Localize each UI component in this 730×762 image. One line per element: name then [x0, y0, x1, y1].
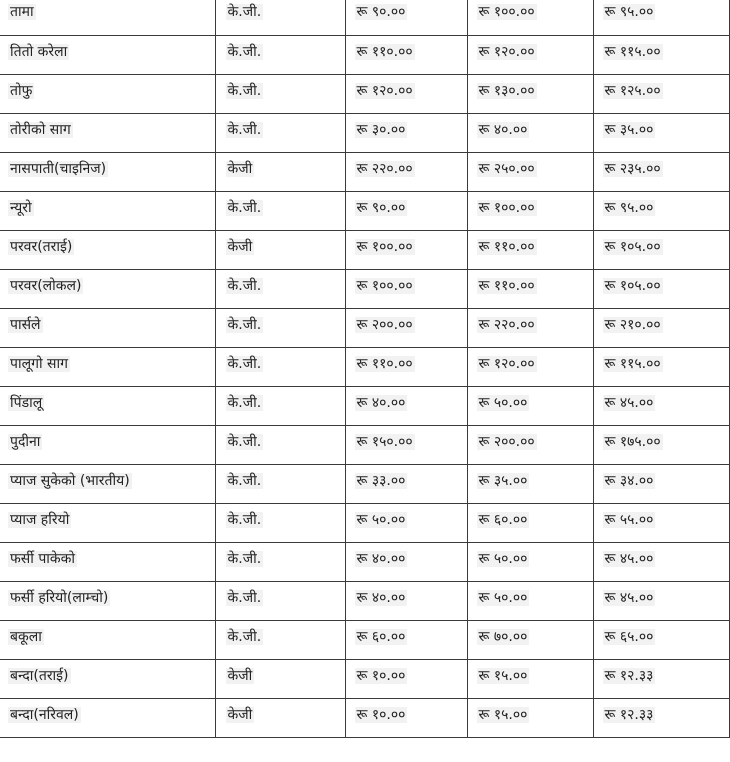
min-price-cell [345, 620, 467, 659]
unit-text: के.जी. [227, 550, 262, 567]
min-price-cell [345, 35, 467, 74]
commodity-name-text: पालूगो साग [10, 355, 68, 372]
commodity-name-cell [0, 347, 215, 386]
max-price-cell [467, 542, 593, 581]
table-row [0, 620, 729, 659]
max-price-text: रू ७०.०० [478, 628, 528, 645]
avg-price-cell [593, 386, 729, 425]
min-price-cell [345, 347, 467, 386]
avg-price-cell [593, 152, 729, 191]
min-price-cell [345, 308, 467, 347]
max-price-text: रू २२०.०० [478, 316, 535, 333]
max-price-cell [467, 230, 593, 269]
commodity-name-cell [0, 542, 215, 581]
table-row [0, 0, 729, 35]
min-price-cell [345, 269, 467, 308]
avg-price-cell [593, 308, 729, 347]
commodity-name-text: परवर(लोकल) [10, 277, 82, 294]
min-price-cell [345, 113, 467, 152]
max-price-cell [467, 386, 593, 425]
max-price-cell [467, 269, 593, 308]
commodity-name-cell [0, 0, 215, 35]
commodity-name-text: बन्दा(तराई) [10, 667, 69, 684]
max-price-text: रू ५०.०० [478, 550, 528, 567]
unit-cell [215, 308, 345, 347]
min-price-text: रू ३०.०० [356, 121, 406, 138]
avg-price-text: रू २३५.०० [604, 160, 661, 177]
commodity-name-cell [0, 503, 215, 542]
commodity-name-text: बन्दा(नरिवल) [10, 706, 79, 723]
avg-price-text: रू १०५.०० [604, 277, 661, 294]
min-price-text: रू ११०.०० [356, 355, 413, 372]
table-row [0, 347, 729, 386]
min-price-cell [345, 74, 467, 113]
avg-price-cell [593, 0, 729, 35]
commodity-name-cell [0, 152, 215, 191]
table-row [0, 230, 729, 269]
table-row [0, 425, 729, 464]
min-price-cell [345, 464, 467, 503]
avg-price-text: रू ४५.०० [604, 394, 654, 411]
unit-text: के.जी. [227, 589, 262, 606]
avg-price-text: रू १७५.०० [604, 433, 661, 450]
min-price-text: रू १०.०० [356, 706, 406, 723]
min-price-text: रू ६०.०० [356, 628, 406, 645]
unit-text: के.जी. [227, 121, 262, 138]
avg-price-text: रू ९५.०० [604, 199, 654, 216]
table-row [0, 464, 729, 503]
table-row [0, 113, 729, 152]
unit-cell [215, 659, 345, 698]
unit-cell [215, 113, 345, 152]
max-price-cell [467, 308, 593, 347]
max-price-cell [467, 113, 593, 152]
unit-cell [215, 269, 345, 308]
unit-cell [215, 503, 345, 542]
min-price-text: रू २२०.०० [356, 160, 413, 177]
min-price-cell [345, 386, 467, 425]
max-price-text: रू २००.०० [478, 433, 535, 450]
max-price-cell [467, 620, 593, 659]
max-price-cell [467, 581, 593, 620]
min-price-text: रू १२०.०० [356, 82, 413, 99]
unit-cell [215, 347, 345, 386]
commodity-name-cell [0, 74, 215, 113]
unit-text: के.जी. [227, 472, 262, 489]
avg-price-cell [593, 230, 729, 269]
unit-text: के.जी. [227, 4, 262, 20]
commodity-name-cell [0, 581, 215, 620]
table-row [0, 503, 729, 542]
unit-text: केजी [227, 706, 253, 723]
commodity-name-cell [0, 698, 215, 737]
commodity-name-text: परवर(तराई) [10, 238, 73, 255]
avg-price-cell [593, 113, 729, 152]
unit-cell [215, 464, 345, 503]
max-price-cell [467, 347, 593, 386]
commodity-name-cell [0, 464, 215, 503]
unit-text: के.जी. [227, 394, 262, 411]
commodity-name-text: फर्सी हरियो(लाम्चो) [10, 589, 109, 606]
avg-price-cell [593, 269, 729, 308]
min-price-text: रू १५०.०० [356, 433, 413, 450]
max-price-text: रू ११०.०० [478, 277, 535, 294]
max-price-text: रू १००.०० [478, 199, 535, 216]
table-row [0, 542, 729, 581]
table-row [0, 269, 729, 308]
max-price-text: रू ५०.०० [478, 394, 528, 411]
max-price-cell [467, 659, 593, 698]
max-price-text: रू २५०.०० [478, 160, 535, 177]
avg-price-text: रू १२.३३ [604, 667, 654, 684]
min-price-text: रू ५०.०० [356, 511, 406, 528]
commodity-name-cell [0, 113, 215, 152]
avg-price-cell [593, 542, 729, 581]
table-row [0, 35, 729, 74]
min-price-text: रू ४०.०० [356, 394, 406, 411]
avg-price-text: रू १०५.०० [604, 238, 661, 255]
commodity-name-cell [0, 230, 215, 269]
min-price-cell [345, 503, 467, 542]
max-price-text: रू ३५.०० [478, 472, 528, 489]
unit-cell [215, 542, 345, 581]
unit-text: के.जी. [227, 43, 262, 60]
unit-text: के.जी. [227, 199, 262, 216]
max-price-cell [467, 698, 593, 737]
unit-text: केजी [227, 667, 253, 684]
avg-price-cell [593, 191, 729, 230]
min-price-text: रू ११०.०० [356, 43, 413, 60]
table-row [0, 659, 729, 698]
min-price-cell [345, 0, 467, 35]
avg-price-cell [593, 464, 729, 503]
commodity-name-text: प्याज सुकेको (भारतीय) [10, 472, 130, 489]
max-price-text: रू ६०.०० [478, 511, 528, 528]
max-price-cell [467, 464, 593, 503]
commodity-name-text: पार्सले [10, 316, 41, 333]
max-price-cell [467, 152, 593, 191]
commodity-name-text: न्यूरो [10, 199, 32, 216]
unit-text: के.जी. [227, 433, 262, 450]
commodity-name-text: तामा [10, 4, 34, 20]
commodity-name-text: पिंडालू [10, 394, 43, 411]
max-price-cell [467, 0, 593, 35]
max-price-text: रू १२०.०० [478, 43, 535, 60]
min-price-text: रू ४०.०० [356, 589, 406, 606]
commodity-name-cell [0, 659, 215, 698]
max-price-cell [467, 35, 593, 74]
unit-cell [215, 74, 345, 113]
unit-cell [215, 0, 345, 35]
max-price-text: रू १२०.०० [478, 355, 535, 372]
min-price-text: रू १००.०० [356, 238, 413, 255]
unit-cell [215, 425, 345, 464]
avg-price-text: रू ४५.०० [604, 550, 654, 567]
max-price-cell [467, 191, 593, 230]
commodity-name-text: नासपाती(चाइनिज) [10, 160, 107, 177]
max-price-text: रू ४०.०० [478, 121, 528, 138]
avg-price-text: रू ५५.०० [604, 511, 654, 528]
avg-price-text: रू १२.३३ [604, 706, 654, 723]
unit-text: के.जी. [227, 82, 262, 99]
unit-cell [215, 386, 345, 425]
commodity-name-cell [0, 191, 215, 230]
min-price-cell [345, 698, 467, 737]
avg-price-text: रू ६५.०० [604, 628, 654, 645]
unit-text: केजी [227, 160, 253, 177]
max-price-text: रू ५०.०० [478, 589, 528, 606]
min-price-text: रू १००.०० [356, 277, 413, 294]
unit-cell [215, 230, 345, 269]
commodity-name-text: तितो करेला [10, 43, 68, 60]
commodity-name-text: फर्सी पाकेको [10, 550, 76, 567]
table-row [0, 308, 729, 347]
table-row [0, 191, 729, 230]
table-row [0, 386, 729, 425]
min-price-cell [345, 425, 467, 464]
min-price-cell [345, 542, 467, 581]
avg-price-text: रू १२५.०० [604, 82, 661, 99]
unit-cell [215, 35, 345, 74]
commodity-name-cell [0, 386, 215, 425]
min-price-text: रू ४०.०० [356, 550, 406, 567]
avg-price-cell [593, 659, 729, 698]
max-price-text: रू १००.०० [478, 4, 535, 20]
max-price-text: रू ११०.०० [478, 238, 535, 255]
commodity-name-text: तोफु [10, 82, 33, 99]
min-price-cell [345, 152, 467, 191]
avg-price-cell [593, 698, 729, 737]
table-row [0, 698, 729, 737]
max-price-text: रू १३०.०० [478, 82, 535, 99]
avg-price-text: रू ३४.०० [604, 472, 654, 489]
unit-cell [215, 152, 345, 191]
min-price-text: रू ३३.०० [356, 472, 406, 489]
unit-text: के.जी. [227, 628, 262, 645]
commodity-name-text: तोरीको साग [10, 121, 71, 138]
min-price-cell [345, 191, 467, 230]
unit-text: के.जी. [227, 511, 262, 528]
avg-price-text: रू ११५.०० [604, 355, 661, 372]
table-row [0, 152, 729, 191]
avg-price-cell [593, 425, 729, 464]
min-price-cell [345, 230, 467, 269]
avg-price-cell [593, 581, 729, 620]
avg-price-text: रू ९५.०० [604, 4, 654, 20]
max-price-cell [467, 503, 593, 542]
commodity-name-cell [0, 308, 215, 347]
commodity-name-cell [0, 269, 215, 308]
unit-cell [215, 620, 345, 659]
min-price-text: रू २००.०० [356, 316, 413, 333]
min-price-text: रू ९०.०० [356, 199, 406, 216]
unit-cell [215, 191, 345, 230]
avg-price-cell [593, 503, 729, 542]
commodity-name-cell [0, 620, 215, 659]
avg-price-cell [593, 74, 729, 113]
avg-price-text: रू २१०.०० [604, 316, 661, 333]
avg-price-text: रू ३५.०० [604, 121, 654, 138]
min-price-text: रू १०.०० [356, 667, 406, 684]
avg-price-cell [593, 347, 729, 386]
table-row [0, 74, 729, 113]
max-price-text: रू १५.०० [478, 706, 528, 723]
min-price-text: रू ९०.०० [356, 4, 406, 20]
unit-cell [215, 698, 345, 737]
table-row [0, 581, 729, 620]
unit-text: के.जी. [227, 277, 262, 294]
avg-price-cell [593, 620, 729, 659]
unit-text: के.जी. [227, 355, 262, 372]
commodity-name-cell [0, 425, 215, 464]
unit-cell [215, 581, 345, 620]
avg-price-cell [593, 35, 729, 74]
commodity-name-text: प्याज हरियो [10, 511, 70, 528]
commodity-name-text: पुदीना [10, 433, 41, 450]
unit-text: केजी [227, 238, 253, 255]
max-price-cell [467, 425, 593, 464]
commodity-name-cell [0, 35, 215, 74]
min-price-cell [345, 581, 467, 620]
avg-price-text: रू ४५.०० [604, 589, 654, 606]
min-price-cell [345, 659, 467, 698]
commodity-name-text: बकूला [10, 628, 42, 645]
unit-text: के.जी. [227, 316, 262, 333]
max-price-cell [467, 74, 593, 113]
avg-price-text: रू ११५.०० [604, 43, 661, 60]
max-price-text: रू १५.०० [478, 667, 528, 684]
